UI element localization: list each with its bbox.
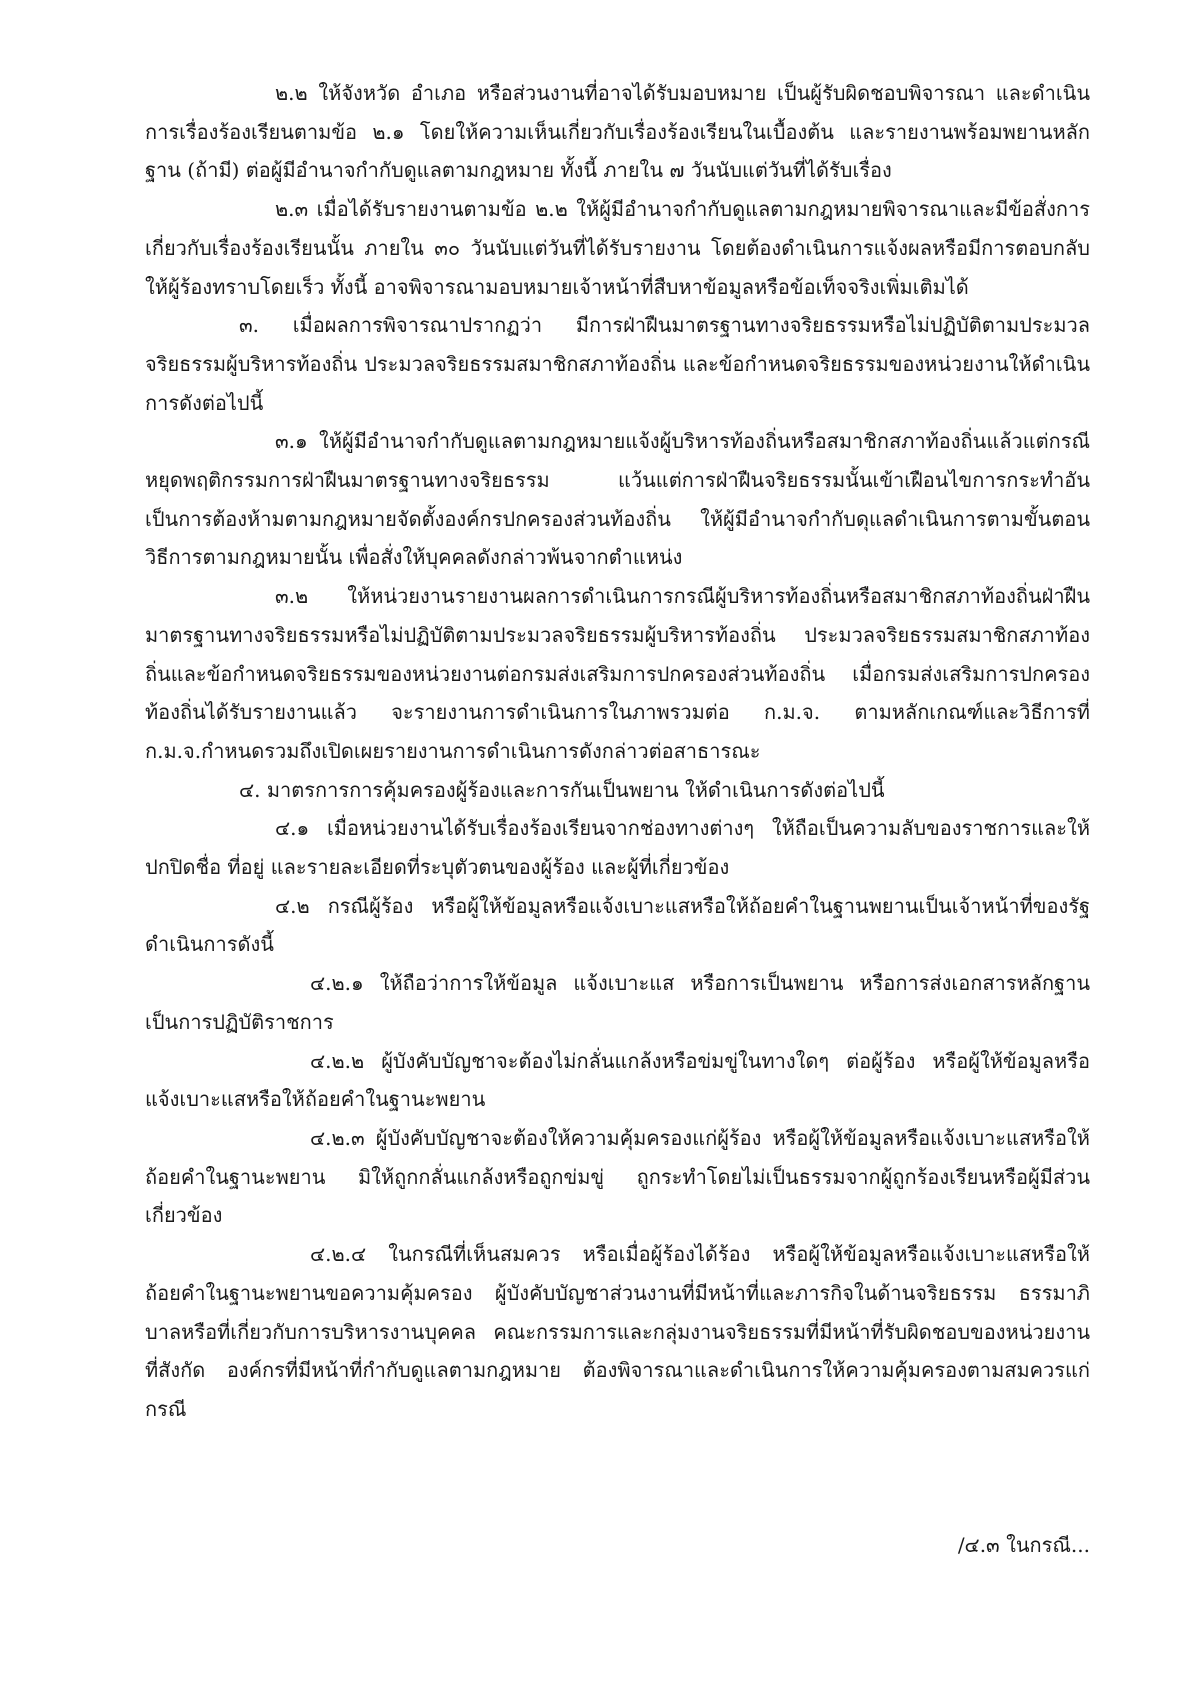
paragraph-2-3: ๒.๓ เมื่อได้รับรายงานตามข้อ ๒.๒ ให้ผู้มีอำนาจกำกับดูแลตามกฎหมายพิจารณาและมีข้อสั่งการเกี่ยวกับเรื่องร้องเรียนนั้น ภายใน ๓๐ วันนับแต่วันที่ได้รับรายงาน โดยต้องดำเนินการแจ้งผลหรือมีการตอบกลับให้ผู้ร้องทราบโดยเร็ว ทั้งนี้ อาจพิจารณามอบหมายเจ้าหน้าที่สืบหาข้อมูลหรือข้อเท็จจริงเพิ่มเติมได้ [145, 197, 1090, 299]
paragraph-4-2: ๔.๒ กรณีผู้ร้อง หรือผู้ให้ข้อมูลหรือแจ้งเบาะแสหรือให้ถ้อยคำในฐานพยานเป็นเจ้าหน้าที่ของรัฐดำเนินการดังนี้ [145, 893, 1090, 957]
paragraph-4-2-2: ๔.๒.๒ ผู้บังคับบัญชาจะต้องไม่กลั่นแกล้งหรือข่มขู่ในทางใดๆ ต่อผู้ร้อง หรือผู้ให้ข้อมูลหรือแจ้งเบาะแสหรือให้ถ้อยคำในฐานะพยาน [145, 1048, 1090, 1112]
document-body [145, 74, 1090, 1429]
paragraph-2-2: ๒.๒ ให้จังหวัด อำเภอ หรือส่วนงานที่อาจได้รับมอบหมาย เป็นผู้รับผิดชอบพิจารณา และดำเนินการเรื่องร้องเรียนตามข้อ ๒.๑ โดยให้ความเห็นเกี่ยวกับเรื่องร้องเรียนในเบื้องต้น และรายงานพร้อมพยานหลักฐาน (ถ้ามี) ต่อผู้มีอำนาจกำกับดูแลตามกฎหมาย ทั้งนี้ ภายใน ๗ วันนับแต่วันที่ได้รับเรื่อง [145, 81, 1090, 183]
paragraph-4-1: ๔.๑ เมื่อหน่วยงานได้รับเรื่องร้องเรียนจากช่องทางต่างๆ ให้ถือเป็นความลับของราชการและให้ปกปิดชื่อ ที่อยู่ และรายละเอียดที่ระบุตัวตนของผู้ร้อง และผู้ที่เกี่ยวข้อง [145, 816, 1090, 880]
paragraph-3: ๓. เมื่อผลการพิจารณาปรากฏว่า มีการฝ่าฝืนมาตรฐานทางจริยธรรมหรือไม่ปฏิบัติตามประมวลจริยธรรมผู้บริหารท้องถิ่น ประมวลจริยธรรมสมาชิกสภาท้องถิ่น และข้อกำหนดจริยธรรมของหน่วยงานให้ดำเนินการดังต่อไปนี้ [145, 313, 1090, 415]
paragraph-4-2-1: ๔.๒.๑ ให้ถือว่าการให้ข้อมูล แจ้งเบาะแส หรือการเป็นพยาน หรือการส่งเอกสารหลักฐานเป็นการปฏิบัติราชการ [145, 971, 1090, 1034]
paragraph-3-2: ๓.๒ ให้หน่วยงานรายงานผลการดำเนินการกรณีผู้บริหารท้องถิ่นหรือสมาชิกสภาท้องถิ่นฝ่าฝืนมาตรฐานทางจริยธรรมหรือไม่ปฏิบัติตามประมวลจริยธรรมผู้บริหารท้องถิ่น ประมวลจริยธรรมสมาชิกสภาท้องถิ่นและข้อกำหนดจริยธรรมของหน่วยงานต่อกรมส่งเสริมการปกครองส่วนท้องถิ่น เมื่อกรมส่งเสริมการปกครองท้องถิ่นได้รับรายงานแล้ว จะรายงานการดำเนินการในภาพรวมต่อ ก.ม.จ. ตามหลักเกณฑ์และวิธีการที่ ก.ม.จ.กำหนดรวมถึงเปิดเผยรายงานการดำเนินการดังกล่าวต่อสาธารณะ [145, 584, 1090, 763]
paragraph-3-1: ๓.๑ ให้ผู้มีอำนาจกำกับดูแลตามกฎหมายแจ้งผู้บริหารท้องถิ่นหรือสมาชิกสภาท้องถิ่นแล้วแต่กรณีหยุดพฤติกรรมการฝ่าฝืนมาตรฐานทางจริยธรรม แว้นแต่การฝ่าฝืนจริยธรรมนั้นเข้าเฝือนไขการกระทำอันเป็นการต้องห้ามตามกฎหมายจัดตั้งองค์กรปกครองส่วนท้องถิ่น ให้ผู้มีอำนาจกำกับดุแลดำเนินการตามขั้นตอนวิธีการตามกฎหมายนั้น เพื่อสั่งให้บุคคลดังกล่าวพ้นจากตำแหน่ง [145, 429, 1090, 570]
paragraph-4: ๔. มาตรการการคุ้มครองผู้ร้องและการกันเป็นพยาน ให้ดำเนินการดังต่อไปนี้ [239, 777, 885, 802]
continuation-marker: /๔.๓ ในกรณี... [957, 1533, 1090, 1557]
paragraph-4-2-3: ๔.๒.๓ ผู้บังคับบัญชาจะต้องให้ความคุ้มครองแก่ผู้ร้อง หรือผู้ให้ข้อมูลหรือแจ้งเบาะแสหรือให้ถ้อยคำในฐานะพยาน มิให้ถูกกลั่นแกล้งหรือถูกข่มขู่ ถูกระทำโดยไม่เป็นธรรมจากผู้ถูกร้องเรียนหรือผู้มีส่วนเกี่ยวข้อง [145, 1125, 1090, 1228]
paragraph-4-2-4: ๔.๒.๔ ในกรณีที่เห็นสมควร หรือเมื่อผู้ร้องได้ร้อง หรือผู้ให้ข้อมูลหรือแจ้งเบาะแสหรือให้ถ้อยคำในฐานะพยานขอความคุ้มครอง ผู้บังคับบัญชาส่วนงานที่มีหน้าที่และภารกิจในด้านจริยธรรม ธรรมาภิบาลหรือที่เกี่ยวกับการบริหารงานบุคคล คณะกรรมการและกลุ่มงานจริยธรรมที่มีหน้าที่รับผิดชอบของหน่วยงานที่สังกัด องค์กรที่มีหน้าที่กำกับดูแลตามกฎหมาย ต้องพิจารณาและดำเนินการให้ความคุ้มครองตามสมควรแก่กรณี [145, 1242, 1090, 1421]
